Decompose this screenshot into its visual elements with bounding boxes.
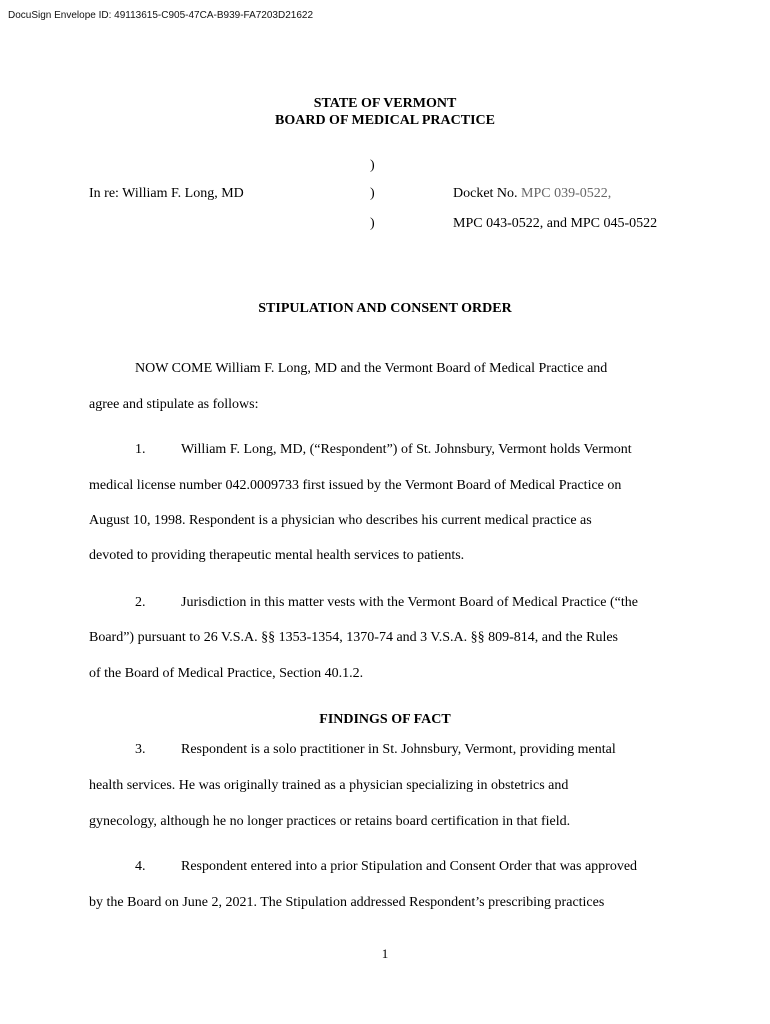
caption-paren-1: ) <box>370 158 375 173</box>
para2-line-1: Jurisdiction in this matter vests with the Vermont Board of Medical Practice (“the <box>181 595 638 610</box>
findings-heading: FINDINGS OF FACT <box>319 712 451 727</box>
para4-line-1: Respondent entered into a prior Stipulation and Consent Order that was approved <box>181 859 638 874</box>
docket-prefix: Docket No. <box>453 186 518 201</box>
caption-in-re: In re: William F. Long, MD <box>89 186 244 201</box>
para1-line-4: devoted to providing therapeutic mental health services to patients. <box>89 548 465 563</box>
para1-line-3: August 10, 1998. Respondent is a physician who describes his current medical practice as <box>89 513 592 528</box>
para3-line-1: Respondent is a solo practitioner in St. Johnsbury, Vermont, providing mental <box>181 742 616 757</box>
para4-line-2: by the Board on June 2, 2021. The Stipulation addressed Respondent’s prescribing practices <box>89 895 605 910</box>
docusign-envelope-id: DocuSign Envelope ID: 49113615-C905-47CA-B939-FA7203D21622 <box>8 10 314 21</box>
para1-line-2: medical license number 042.0009733 first issued by the Vermont Board of Medical Practice on <box>89 478 622 493</box>
caption-docket-line1 <box>453 186 611 202</box>
para3-line-2: health services. He was originally trained as a physician specializing in obstetrics and <box>89 778 569 793</box>
document-title: STIPULATION AND CONSENT ORDER <box>258 301 512 316</box>
header-board: BOARD OF MEDICAL PRACTICE <box>275 113 495 128</box>
para3-number: 3. <box>135 742 146 757</box>
para2-line-2: Board”) pursuant to 26 V.S.A. §§ 1353-1354, 1370-74 and 3 V.S.A. §§ 809-814, and the Rules <box>89 630 618 645</box>
para1-line-1: William F. Long, MD, (“Respondent”) of St. Johnsbury, Vermont holds Vermont <box>181 442 632 457</box>
para3-line-3: gynecology, although he no longer practices or retains board certification in that field. <box>89 814 571 829</box>
docket-first-number: MPC 039-0522, <box>521 186 612 201</box>
para4-number: 4. <box>135 859 146 874</box>
intro-line-1: NOW COME William F. Long, MD and the Vermont Board of Medical Practice and <box>135 361 608 376</box>
para2-line-3: of the Board of Medical Practice, Section 40.1.2. <box>89 666 364 681</box>
page-number: 1 <box>381 946 389 961</box>
caption-docket-line2: MPC 043-0522, and MPC 045-0522 <box>453 216 658 231</box>
para2-number: 2. <box>135 595 146 610</box>
intro-line-2: agree and stipulate as follows: <box>89 397 259 412</box>
header-state: STATE OF VERMONT <box>313 96 457 111</box>
caption-paren-2: ) <box>370 186 375 201</box>
caption-paren-3: ) <box>370 216 375 231</box>
para1-number: 1. <box>135 442 146 457</box>
